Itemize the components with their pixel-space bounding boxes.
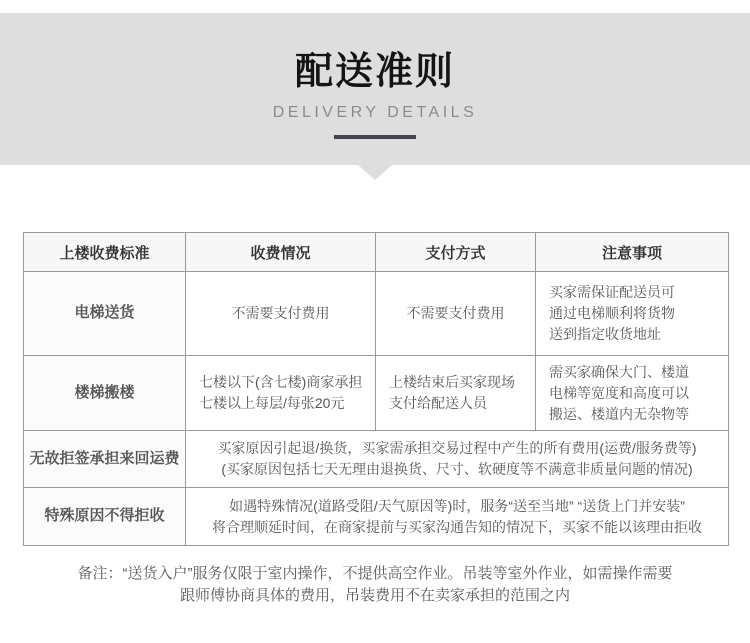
row-label: 无故拒签承担来回运费 (24, 431, 186, 488)
cell-merged-detail (186, 431, 729, 488)
cell-fee (186, 356, 376, 431)
cell-line: (买家原因包括七天无理由退换货、尺寸、软硬度等不满意非质量问题的情况) (221, 461, 693, 477)
cell-line: 买家原因引起退/换货，买家需承担交易过程中产生的所有费用(运费/服务费等) (217, 440, 697, 456)
col-header-payment-method: 支付方式 (376, 233, 536, 272)
cell-merged-detail (186, 488, 729, 546)
row-label: 电梯送货 (24, 272, 186, 356)
footer-note-line2: 跟师傅协商具体的费用，吊装费用不在卖家承担的范围之内 (179, 587, 570, 604)
cell-line: 如遇特殊情况(道路受阻/天气原因等)时，服务“送至当地” “送货上门并安装” (229, 497, 685, 514)
table-row-refused-signature (24, 431, 729, 488)
table-row-special-reason (24, 488, 729, 546)
cell-notes (536, 356, 729, 431)
page-title: 配送准则 (294, 51, 455, 93)
table-row-stairs (24, 356, 729, 431)
cell-line: 需买家确保大门、楼道 (549, 363, 689, 380)
cell-line: 搬运、楼道内无杂物等 (549, 405, 689, 422)
table-header-row (24, 233, 729, 272)
footer-note-line1: 备注：“送货入户”服务仅限于室内操作，不提供高空作业。吊装等室外作业，如需操作需要 (77, 565, 673, 582)
cell-line: 电梯等宽度和高度可以 (549, 384, 689, 401)
row-label: 楼梯搬楼 (24, 356, 186, 431)
col-header-fee-standard: 上楼收费标准 (24, 233, 186, 272)
cell-notes (536, 272, 729, 356)
cell-line: 支付给配送人员 (389, 395, 487, 411)
cell-line: 将合理顺延时间，在商家提前与买家沟通告知的情况下，买家不能以该理由拒收 (212, 518, 702, 535)
cell-line: 买家需保证配送员可 (549, 284, 675, 300)
col-header-notes: 注意事项 (536, 233, 729, 272)
title-divider (334, 135, 416, 139)
cell-line: 上楼结束后买家现场 (389, 374, 515, 390)
header-banner (0, 13, 750, 165)
page-subtitle: DELIVERY DETAILS (272, 104, 478, 121)
table-row-elevator (24, 272, 729, 356)
col-header-fee-situation: 收费情况 (186, 233, 376, 272)
row-label: 特殊原因不得拒收 (24, 488, 186, 546)
footer-note (0, 563, 750, 607)
cell-payment (376, 356, 536, 431)
cell-payment: 不需要支付费用 (376, 272, 536, 356)
cell-line: 送到指定收货地址 (549, 326, 661, 342)
banner-notch-triangle (358, 165, 392, 180)
cell-line: 七楼以下(含七楼)商家承担 (199, 374, 363, 390)
cell-line: 通过电梯顺利将货物 (549, 305, 675, 321)
cell-line: 七楼以上每层/每张20元 (199, 395, 345, 411)
delivery-fee-table (23, 232, 728, 546)
cell-fee: 不需要支付费用 (186, 272, 376, 356)
